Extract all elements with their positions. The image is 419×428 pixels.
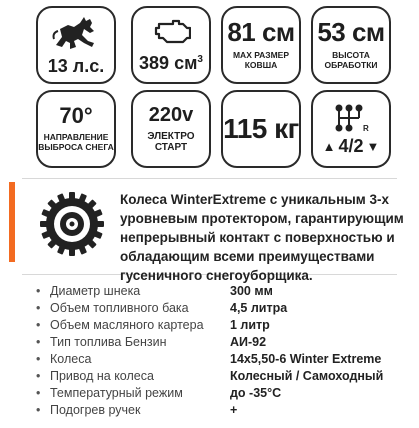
displacement-value-wrap [139,54,203,72]
power-tile [36,6,116,84]
horse-icon [50,15,102,51]
spec-value: до -35°C [230,386,282,400]
top-divider [22,178,397,179]
spec-value: + [230,403,238,417]
displacement-tile [131,6,211,84]
spec-value: 300 мм [230,284,273,298]
power-value: 13 л.с. [47,56,105,76]
gears-value: 4/2 [338,136,364,156]
bucket-size-label: МАХ РАЗМЕР КОВША [232,50,290,70]
electric-start-tile [131,90,211,168]
height-value: 53 см [317,17,385,48]
spec-value: Колесный / Самоходный [230,369,384,383]
throw-angle-value: 70° [59,103,93,129]
bullet-icon: • [36,335,41,349]
bullet-icon: • [36,284,41,298]
spec-row [36,318,406,335]
winter-extreme-badge [38,190,106,258]
wheel-badge-icon [38,190,106,258]
accent-bar [9,182,15,262]
svg-text:R: R [363,124,369,133]
bullet-icon: • [36,301,41,315]
spec-value: 4,5 литра [230,301,288,315]
spec-name: Тип топлива Бензин [50,335,167,349]
feature-description: Колеса WinterExtreme с уникальным 3-х уровневым протектором, гарантирующим непрерывный контакт с поверхностью и обладающим всеми преимуществами гусеничного снегоуборщика. [120,192,404,283]
height-label: ВЫСОТА ОБРАБОТКИ [324,50,378,70]
spec-row [36,301,406,318]
gear-down-arrow-icon: ▼ [366,138,380,154]
gear-shift-icon [333,103,369,133]
throw-angle-tile [36,90,116,168]
bullet-icon: • [36,318,41,332]
displacement-unit-sup: 3 [197,54,203,65]
spec-value: 1 литр [230,318,270,332]
weight-value: 115 кг [223,113,299,144]
spec-name: Диаметр шнека [50,284,141,298]
bullet-icon: • [36,352,41,366]
spec-row [36,403,406,420]
spec-row [36,386,406,403]
displacement-value: 389 см [139,53,198,73]
bucket-size-tile [221,6,301,84]
bullet-icon: • [36,369,41,383]
gears-value-row [323,137,380,155]
spec-value: 14x5,50-6 Winter Extreme [230,352,382,366]
spec-name: Температурный режим [50,386,183,400]
spec-name: Привод на колеса [50,369,154,383]
throw-angle-label: НАПРАВЛЕНИЕ ВЫБРОСА СНЕГА [38,132,114,152]
spec-name: Объем топливного бака [50,301,189,315]
spec-value: АИ-92 [230,335,267,349]
height-tile [311,6,391,84]
engine-icon [151,18,191,46]
weight-tile [221,90,301,168]
bucket-size-value: 81 см [227,17,295,48]
gears-tile [311,90,391,168]
bullet-icon: • [36,403,41,417]
spec-name: Колеса [50,352,92,366]
spec-name: Объем масляного картера [50,318,204,332]
electric-start-value: 220v [148,103,194,126]
spec-name: Подогрев ручек [50,403,141,417]
electric-start-label: ЭЛЕКТРО СТАРТ [147,130,195,153]
spec-row [36,352,406,369]
bullet-icon: • [36,386,41,400]
gear-up-arrow-icon: ▲ [322,138,336,154]
spec-row [36,369,406,386]
spec-row [36,284,406,301]
spec-row [36,335,406,352]
